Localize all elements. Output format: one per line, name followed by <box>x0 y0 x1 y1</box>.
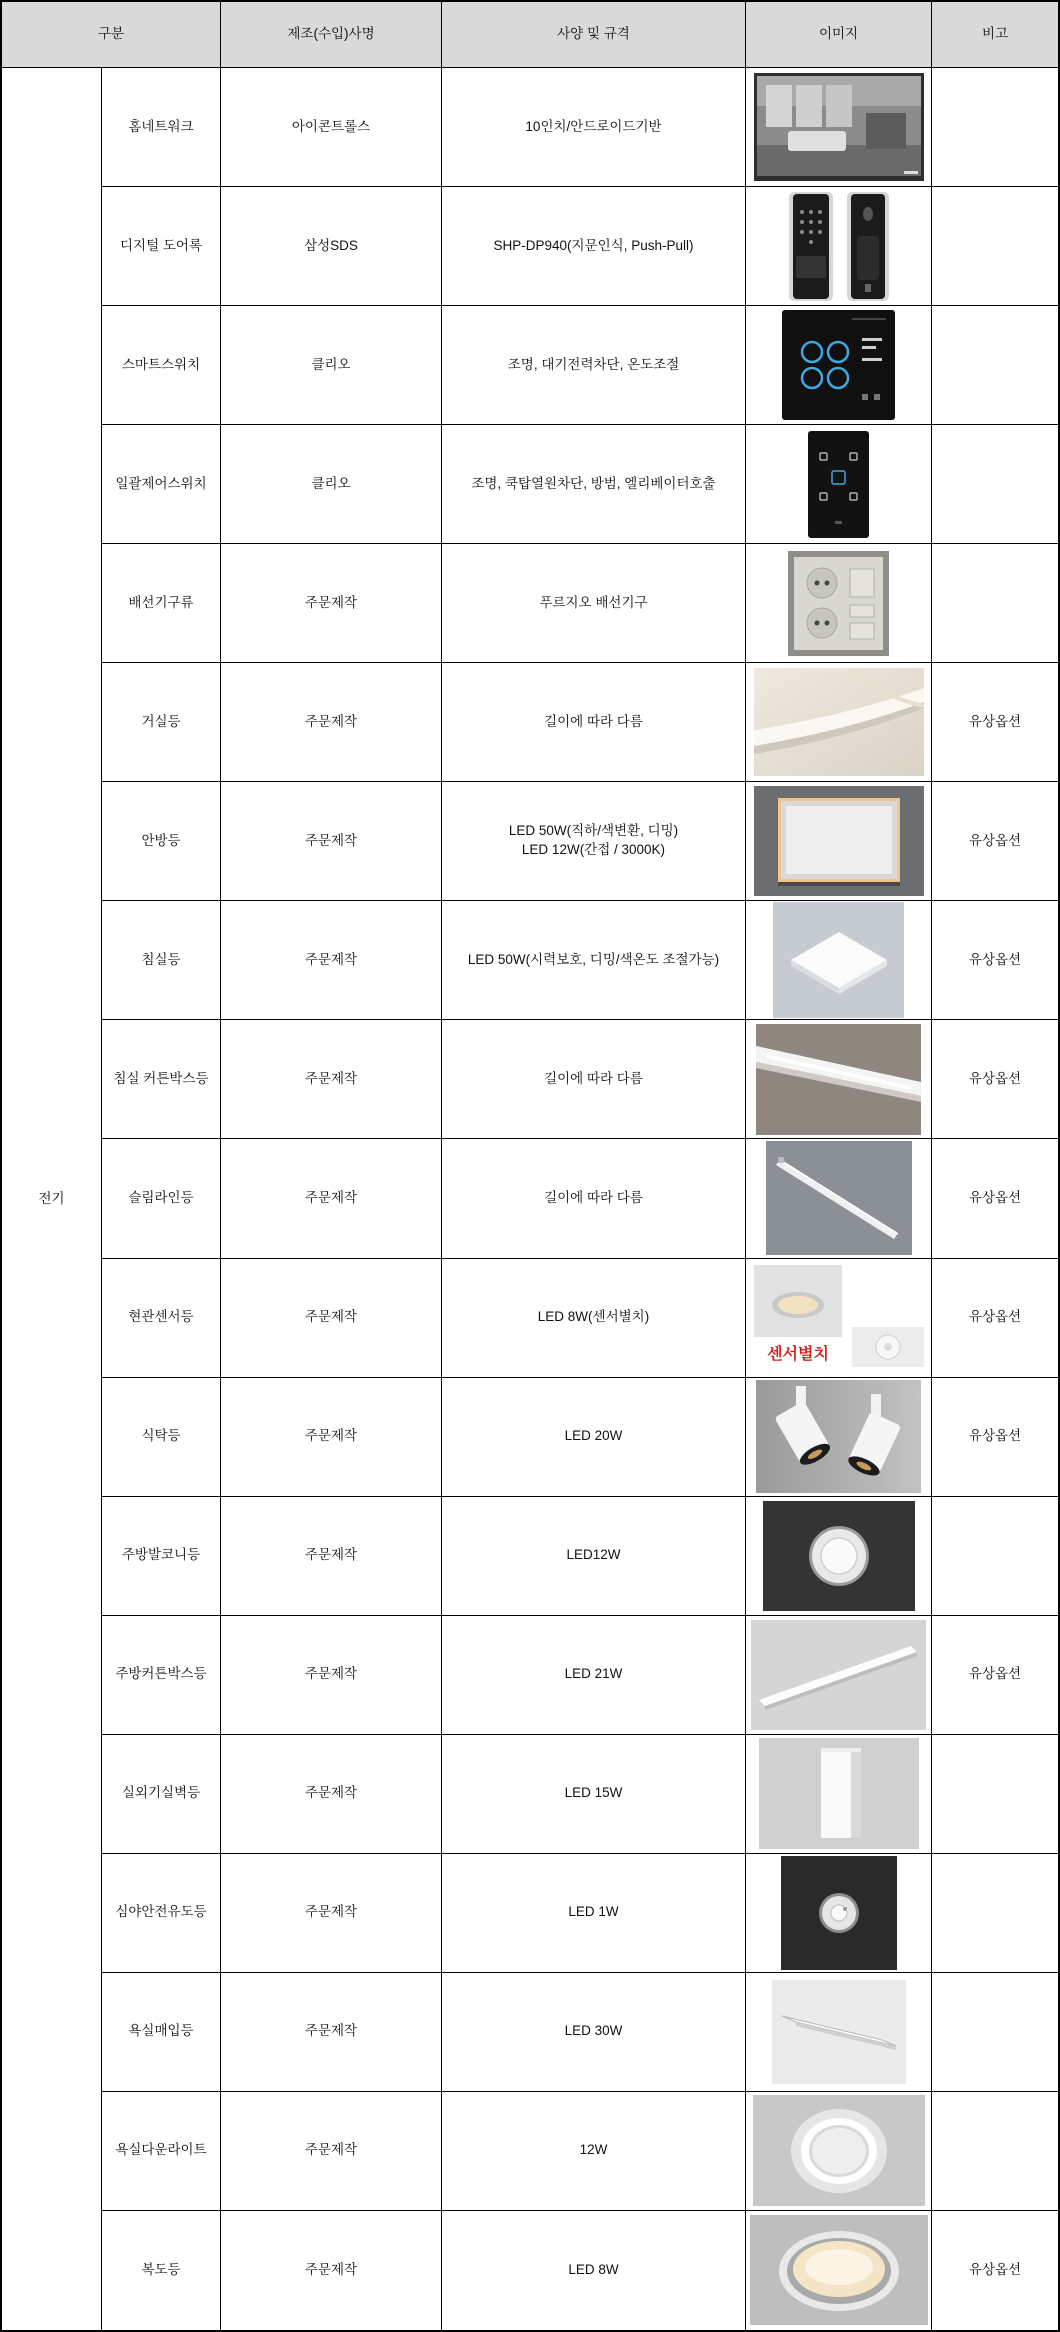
note-cell: 유상옵션 <box>932 1616 1058 1735</box>
product-image-cell <box>746 1020 932 1139</box>
spec-cell: LED 8W(센서별치) <box>442 1259 746 1378</box>
note-cell: 유상옵션 <box>968 2262 1022 2278</box>
item-name-cell: 주방발코니등 <box>102 1497 221 1616</box>
note-cell: 유상옵션 <box>932 901 1058 1020</box>
note-cell: 유상옵션 <box>932 782 1058 901</box>
kitchen-curtain-light-photo <box>751 1620 926 1730</box>
smart-switch-photo <box>782 310 895 420</box>
note-cell: 유상옵션 <box>932 663 1058 782</box>
spec-cell: LED 8W <box>442 2211 746 2330</box>
header-note: 비고 <box>932 2 1058 68</box>
manufacturer-cell: 주문제작 <box>221 1497 442 1616</box>
manufacturer-cell: 주문제작 <box>221 1139 442 1258</box>
header-image: 이미지 <box>746 2 932 68</box>
note-cell <box>932 544 1058 663</box>
manufacturer-cell: 주문제작 <box>221 1616 442 1735</box>
product-image-cell <box>746 1854 932 1973</box>
item-name-cell: 스마트스위치 <box>102 306 221 425</box>
header-spec: 사양 및 규격 <box>442 2 746 68</box>
product-image-cell <box>746 901 932 1020</box>
product-image-cell <box>746 1735 932 1854</box>
product-image-cell <box>746 187 932 306</box>
manufacturer-cell: 주문제작 <box>221 1735 442 1854</box>
item-name-cell: 일괄제어스위치 <box>102 425 221 544</box>
product-image-cell <box>746 2092 932 2211</box>
item-name-cell: 침실 커튼박스등 <box>102 1020 221 1139</box>
header-manufacturer: 제조(수입)사명 <box>221 2 442 68</box>
item-name-cell: 현관센서등 <box>102 1259 221 1378</box>
door-lock-photo <box>787 190 891 303</box>
manufacturer-cell: 주문제작 <box>221 2092 442 2211</box>
note-cell <box>932 1497 1058 1616</box>
note-cell: 유상옵션 <box>932 1139 1058 1258</box>
manufacturer-cell: 주문제작 <box>221 1973 442 2092</box>
manufacturer-cell: 주문제작 <box>221 1259 442 1378</box>
item-name-cell: 홈네트워크 <box>102 68 221 187</box>
note-cell <box>932 1973 1058 2092</box>
note-cell: 유상옵션 <box>932 1020 1058 1139</box>
entry-sensor-light-photo <box>754 1265 924 1370</box>
product-image-cell <box>746 544 932 663</box>
bath-recessed-light-photo <box>772 1980 906 2084</box>
spec-cell: 10인치/안드로이드기반 <box>442 68 746 187</box>
manufacturer-cell: 클리오 <box>221 306 442 425</box>
product-image-cell <box>746 425 932 544</box>
kitchen-balcony-light-photo <box>763 1501 915 1611</box>
item-name-cell: 복도등 <box>102 2211 221 2330</box>
note-cell <box>932 425 1058 544</box>
item-name-cell: 슬림라인등 <box>102 1139 221 1258</box>
spec-cell: 푸르지오 배선기구 <box>442 544 746 663</box>
spec-cell: LED 21W <box>442 1616 746 1735</box>
night-guide-light-photo <box>781 1856 897 1970</box>
living-room-light-photo <box>754 668 924 776</box>
item-name-cell: 욕실다운라이트 <box>102 2092 221 2211</box>
product-image-cell <box>746 1973 932 2092</box>
note-cell: 유상옵션 <box>932 1259 1058 1378</box>
manufacturer-cell: 주문제작 <box>221 1854 442 1973</box>
product-image-cell <box>746 1259 932 1378</box>
manufacturer-cell: 주문제작 <box>221 782 442 901</box>
spec-cell: LED12W <box>442 1497 746 1616</box>
master-bedroom-light-photo <box>754 786 924 896</box>
manufacturer-cell: 주문제작 <box>221 544 442 663</box>
manufacturer-cell: 주문제작 <box>221 1020 442 1139</box>
product-image-cell <box>746 2211 932 2330</box>
note-cell <box>932 1735 1058 1854</box>
manufacturer-cell: 아이콘트롤스 <box>221 68 442 187</box>
wiring-device-photo <box>788 551 889 656</box>
product-image-cell <box>746 68 932 187</box>
spec-cell: 길이에 따라 다름 <box>442 1139 746 1258</box>
manufacturer-cell: 주문제작 <box>221 1378 442 1497</box>
bath-downlight-photo <box>753 2095 925 2206</box>
dining-light-photo <box>756 1380 921 1493</box>
sensor-caption: 센서별치 <box>766 1344 829 1364</box>
item-name-cell: 디지털 도어록 <box>102 187 221 306</box>
outdoor-wall-light-photo <box>759 1738 919 1849</box>
spec-cell: 조명, 대기전력차단, 온도조절 <box>442 306 746 425</box>
item-name-cell: 주방커튼박스등 <box>102 1616 221 1735</box>
product-image-cell <box>746 663 932 782</box>
item-name-cell: 실외기실벽등 <box>102 1735 221 1854</box>
note-cell <box>932 2092 1058 2211</box>
corridor-light-photo <box>750 2215 928 2325</box>
spec-cell: SHP-DP940(지문인식, Push-Pull) <box>442 187 746 306</box>
manufacturer-cell: 클리오 <box>221 425 442 544</box>
header-category: 구분 <box>2 2 221 68</box>
slim-line-light-photo <box>766 1141 912 1255</box>
product-image-cell <box>746 1139 932 1258</box>
product-image-cell <box>746 1616 932 1735</box>
note-cell <box>932 1854 1058 1973</box>
spec-cell: LED 30W <box>442 1973 746 2092</box>
spec-cell: LED 50W(직하/색변환, 디밍) LED 12W(간접 / 3000K) <box>442 782 746 901</box>
spec-cell: LED 20W <box>442 1378 746 1497</box>
note-cell <box>932 68 1058 187</box>
note-cell <box>932 306 1058 425</box>
manufacturer-cell: 주문제작 <box>221 901 442 1020</box>
home-network-photo <box>754 73 924 181</box>
item-name-cell: 식탁등 <box>102 1378 221 1497</box>
category-cell: 전기 <box>2 68 102 2330</box>
curtain-box-light-photo <box>756 1024 921 1135</box>
product-image-cell <box>746 782 932 901</box>
item-name-cell: 욕실매입등 <box>102 1973 221 2092</box>
manufacturer-cell: 삼성SDS <box>221 187 442 306</box>
spec-cell: 길이에 따라 다름 <box>442 1020 746 1139</box>
manufacturer-cell: 주문제작 <box>221 663 442 782</box>
bedroom-light-photo <box>773 902 904 1018</box>
spec-cell: 12W <box>442 2092 746 2211</box>
product-image-cell <box>746 1378 932 1497</box>
spec-cell: LED 15W <box>442 1735 746 1854</box>
spec-cell: 길이에 따라 다름 <box>442 663 746 782</box>
manufacturer-cell: 주문제작 <box>221 2211 442 2330</box>
note-cell <box>932 187 1058 306</box>
product-image-cell <box>746 306 932 425</box>
item-name-cell: 침실등 <box>102 901 221 1020</box>
item-name-cell: 거실등 <box>102 663 221 782</box>
spec-cell: LED 1W <box>442 1854 746 1973</box>
spec-cell: 조명, 쿡탑열원차단, 방범, 엘리베이터호출 <box>442 425 746 544</box>
item-name-cell: 심야안전유도등 <box>102 1854 221 1973</box>
note-cell: 유상옵션 <box>932 1378 1058 1497</box>
item-name-cell: 배선기구류 <box>102 544 221 663</box>
integrated-switch-photo <box>808 431 869 538</box>
spec-cell: LED 50W(시력보호, 디밍/색온도 조절가능) <box>442 901 746 1020</box>
product-image-cell <box>746 1497 932 1616</box>
item-name-cell: 안방등 <box>102 782 221 901</box>
